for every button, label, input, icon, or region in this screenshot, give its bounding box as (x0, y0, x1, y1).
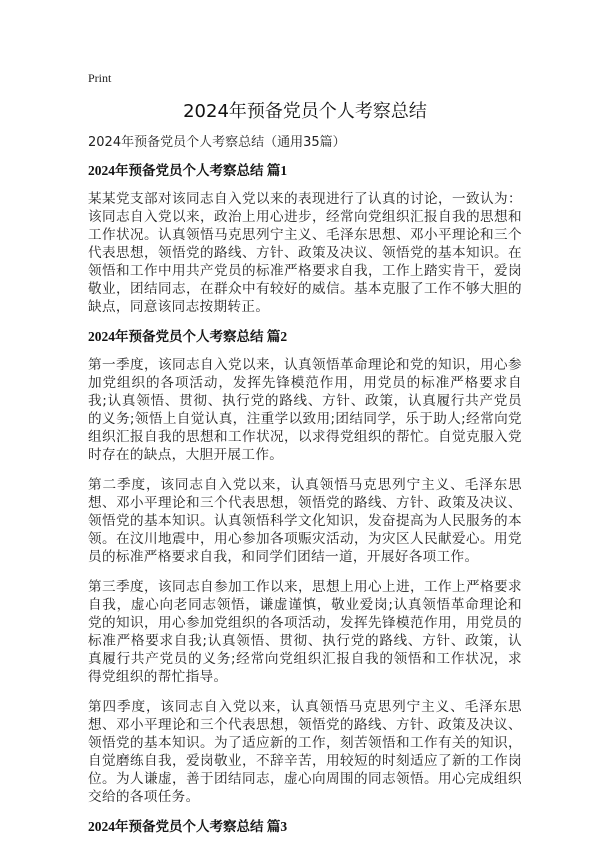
paragraph: 第二季度，该同志自入党以来，认真领悟马克思列宁主义、毛泽东思想、邓小平理论和三个代表思想，领悟党的路线、方针、政策及决议、领悟党的基本知识。认真领悟科学文化知识，发奋提高为人民服务的本领。在汶川地震中，用心参加各项赈灾活动，为灾区人民献爱心。用党员的标准严格要求自我，和同学们团结一道，开展好各项工作。 (88, 477, 522, 565)
document-subtitle: 2024年预备党员个人考察总结（通用35篇） (88, 135, 346, 150)
section-heading-2: 2024年预备党员个人考察总结 篇2 (88, 329, 288, 344)
paragraph: 某某党支部对该同志自入党以来的表现进行了认真的讨论，一致认为：该同志自入党以来，政治上用心进步，经常向党组织汇报自我的思想和工作状况。认真领悟马克思列宁主义、毛泽东思想、邓小平理论和三个代表思想，领悟党的路线、方针、政策及决议、领悟党的基本知识。在领悟和工作中用共产党员的标准严格要求自我，工作上踏实肯干，爱岗敬业，团结同志，在群众中有较好的威信。基本克服了工作不够大胆的缺点，同意该同志按期转正。 (88, 191, 522, 315)
section-heading-1: 2024年预备党员个人考察总结 篇1 (88, 163, 288, 178)
print-link[interactable]: Print (88, 71, 112, 85)
paragraph: 第三季度，该同志自参加工作以来，思想上用心上进，工作上严格要求自我，虚心向老同志领悟，谦虚谨慎，敬业爱岗;认真领悟革命理论和党的知识，用心参加党组织的各项活动，发挥先锋模范作用，用党员的标准严格要求自我;认真领悟、贯彻、执行党的路线、方针、政策，认真履行共产党员的义务;经常向党组织汇报自我的领悟和工作状况，求得党组织的帮忙指导。 (88, 579, 522, 685)
paragraph: 第一季度，该同志自入党以来，认真领悟革命理论和党的知识，用心参加党组织的各项活动，发挥先锋模范作用，用党员的标准严格要求自我;认真领悟、贯彻、执行党的路线、方针、政策，认真履行共产党员的义务;领悟上自觉认真，注重学以致用;团结同学，乐于助人;经常向党组织汇报自我的思想和工作状况，以求得党组织的帮忙。自觉克服入党时存在的缺点，大胆开展工作。 (88, 357, 522, 463)
paragraph: 第四季度，该同志自入党以来，认真领悟马克思列宁主义、毛泽东思想、邓小平理论和三个代表思想，领悟党的路线、方针、政策及决议、领悟党的基本知识。为了适应新的工作，刻苦领悟和工作有关的知识，自觉磨练自我，爱岗敬业，不辞辛苦，用较短的时刻适应了新的工作岗位。为人谦虚，善于团结同志，虚心向周围的同志领悟。用心完成组织交给的各项任务。 (88, 699, 522, 805)
section-heading-3: 2024年预备党员个人考察总结 篇3 (88, 819, 288, 834)
document-page (88, 70, 522, 846)
page-title: 2024年预备党员个人考察总结 (183, 101, 427, 122)
